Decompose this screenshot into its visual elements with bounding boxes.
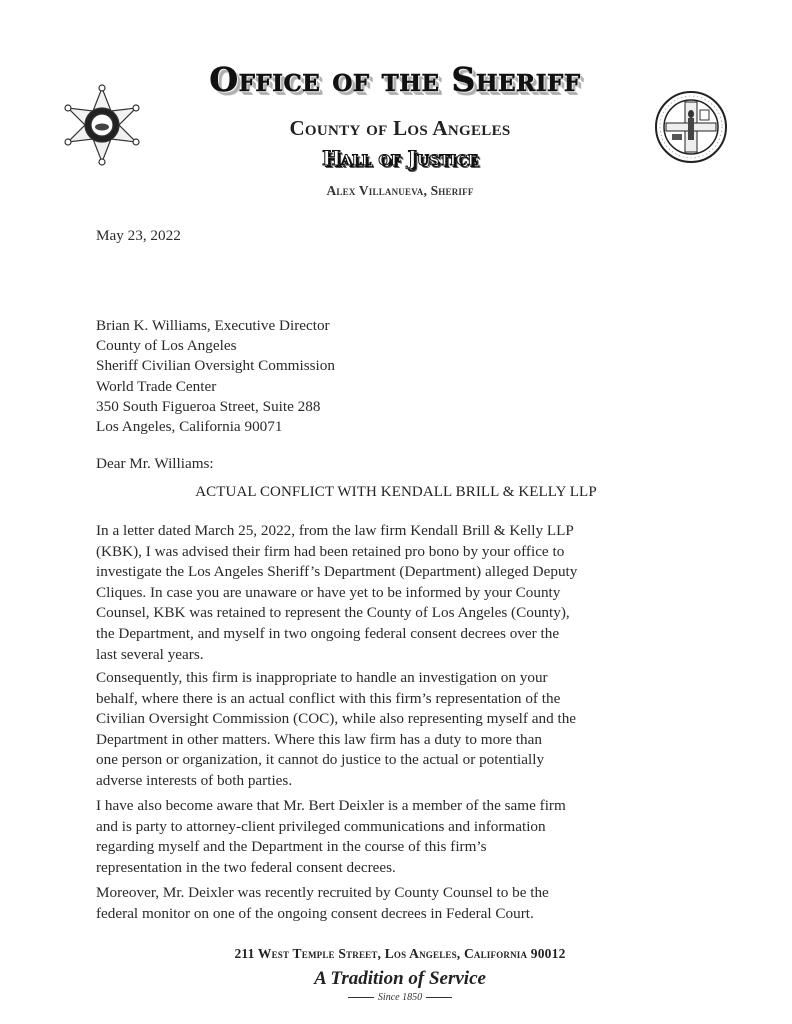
paragraph-line: investigate the Los Angeles Sheriff’s Department (Department) alleged Deputy — [96, 563, 578, 581]
body-paragraph-3 — [96, 796, 716, 878]
paragraph-line: In a letter dated March 25, 2022, from the law firm Kendall Brill & Kelly LLP — [96, 522, 574, 539]
paragraph-line: regarding myself and the Department in the course of this firm’s — [96, 838, 487, 856]
letterhead-hall: Hall of Justice — [321, 146, 479, 170]
paragraph-line: Department in other matters. Where this law firm has a duty to more than — [96, 730, 542, 748]
recipient-line: 350 South Figueroa Street, Suite 288 — [96, 397, 321, 415]
paragraph-line: representation in the two federal consent decrees. — [96, 858, 396, 876]
letterhead-sheriff-name: Alex Villanueva, Sheriff — [326, 183, 474, 198]
paragraph-line: Consequently, this firm is inappropriate to handle an investigation on your — [96, 669, 548, 686]
body-paragraph-2 — [96, 668, 716, 792]
paragraph-line: the Department, and myself in two ongoing federal consent decrees over the — [96, 624, 560, 642]
flourish-right — [426, 997, 452, 998]
paragraph-line: (KBK), I was advised their firm had been retained pro bono by your office to — [96, 542, 565, 560]
paragraph-line: last several years. — [96, 645, 204, 663]
recipient-address-block — [96, 316, 335, 437]
letterhead-title: Office of the Sheriff — [209, 60, 581, 99]
recipient-line: Los Angeles, California 90071 — [96, 417, 283, 435]
paragraph-line: Counsel, KBK was retained to represent the County of Los Angeles (County), — [96, 604, 570, 622]
recipient-line: Sheriff Civilian Oversight Commission — [96, 357, 335, 375]
recipient-line: County of Los Angeles — [96, 337, 237, 355]
footer-motto: A Tradition of Service — [314, 968, 486, 989]
paragraph-line: one person or organization, it cannot do justice to the actual or potentially — [96, 751, 545, 769]
paragraph-line: Civilian Oversight Commission (COC), while also representing myself and the — [96, 710, 577, 728]
recipient-line: Brian K. Williams, Executive Director — [96, 317, 330, 334]
paragraph-line: Cliques. In case you are unaware or have yet to be informed by your County — [96, 583, 561, 601]
paragraph-line: and is party to attorney-client privileged communications and information — [96, 817, 546, 835]
letter-date: May 23, 2022 — [96, 227, 181, 244]
body-paragraph-4 — [96, 883, 716, 924]
sheriff-star-badge-icon — [64, 84, 140, 166]
paragraph-line: behalf, where there is an actual conflict with this firm’s representation of the — [96, 689, 561, 707]
footer-address: 211 West Temple Street, Los Angeles, California 90012 — [234, 946, 566, 961]
flourish-left — [348, 997, 374, 998]
body-paragraph-1 — [96, 521, 716, 665]
paragraph-line: adverse interests of both parties. — [96, 771, 293, 789]
since-text: Since 1850 — [377, 992, 423, 1003]
subject-line: ACTUAL CONFLICT WITH KENDALL BRILL & KELLY LLP — [195, 484, 597, 500]
recipient-line: World Trade Center — [96, 377, 217, 395]
county-seal-icon — [654, 90, 728, 164]
salutation: Dear Mr. Williams: — [96, 455, 214, 472]
paragraph-line: federal monitor on one of the ongoing consent decrees in Federal Court. — [96, 904, 534, 922]
paragraph-line: I have also become aware that Mr. Bert Deixler is a member of the same firm — [96, 797, 566, 814]
footer-since — [320, 992, 480, 1003]
letterhead-county: County of Los Angeles — [289, 116, 511, 140]
paragraph-line: Moreover, Mr. Deixler was recently recruited by County Counsel to be the — [96, 884, 549, 901]
